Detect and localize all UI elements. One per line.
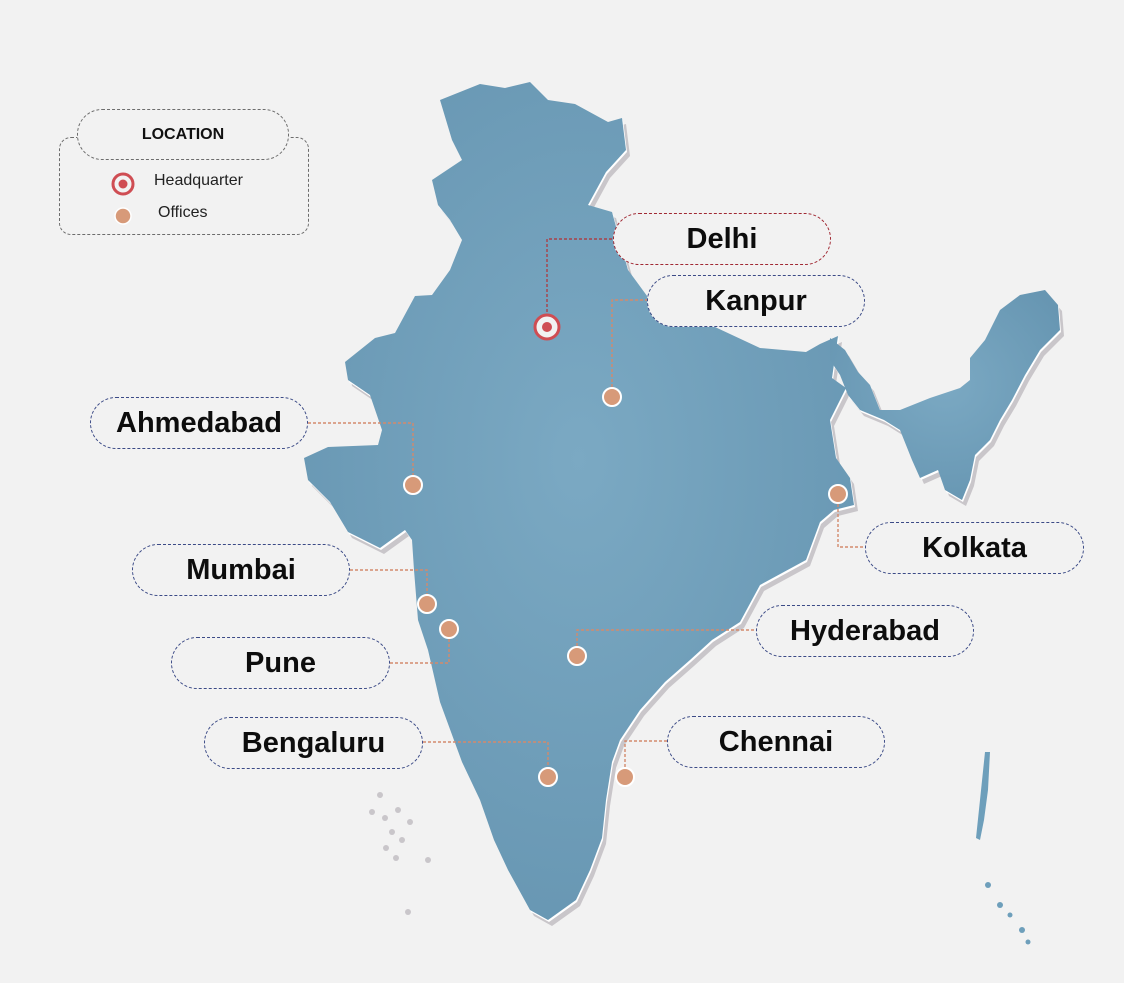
- office-marker-kolkata[interactable]: [829, 485, 847, 503]
- office-marker-chennai[interactable]: [616, 768, 634, 786]
- legend-offices-label: Offices: [158, 204, 208, 221]
- legend-headquarter-label: Headquarter: [154, 172, 243, 189]
- city-label-chennai[interactable]: Chennai: [667, 716, 885, 768]
- city-label-kolkata[interactable]: Kolkata: [865, 522, 1084, 574]
- hq-marker-delhi[interactable]: [535, 315, 559, 339]
- office-marker-pune[interactable]: [440, 620, 458, 638]
- map-land: [304, 82, 1060, 920]
- office-marker-kanpur[interactable]: [603, 388, 621, 406]
- office-marker-bengaluru[interactable]: [539, 768, 557, 786]
- city-label-pune[interactable]: Pune: [171, 637, 390, 689]
- city-label-hyderabad[interactable]: Hyderabad: [756, 605, 974, 657]
- office-marker-ahmedabad[interactable]: [404, 476, 422, 494]
- headquarter-icon: [110, 171, 136, 197]
- legend-title: LOCATION: [77, 109, 289, 160]
- andaman-islands: [976, 752, 1031, 945]
- office-marker-mumbai[interactable]: [418, 595, 436, 613]
- city-label-kanpur[interactable]: Kanpur: [647, 275, 865, 327]
- office-icon: [113, 206, 133, 226]
- lakshadweep-islands: [369, 792, 431, 915]
- office-marker-hyderabad[interactable]: [568, 647, 586, 665]
- city-label-bengaluru[interactable]: Bengaluru: [204, 717, 423, 769]
- city-label-delhi[interactable]: Delhi: [613, 213, 831, 265]
- city-label-mumbai[interactable]: Mumbai: [132, 544, 350, 596]
- city-label-ahmedabad[interactable]: Ahmedabad: [90, 397, 308, 449]
